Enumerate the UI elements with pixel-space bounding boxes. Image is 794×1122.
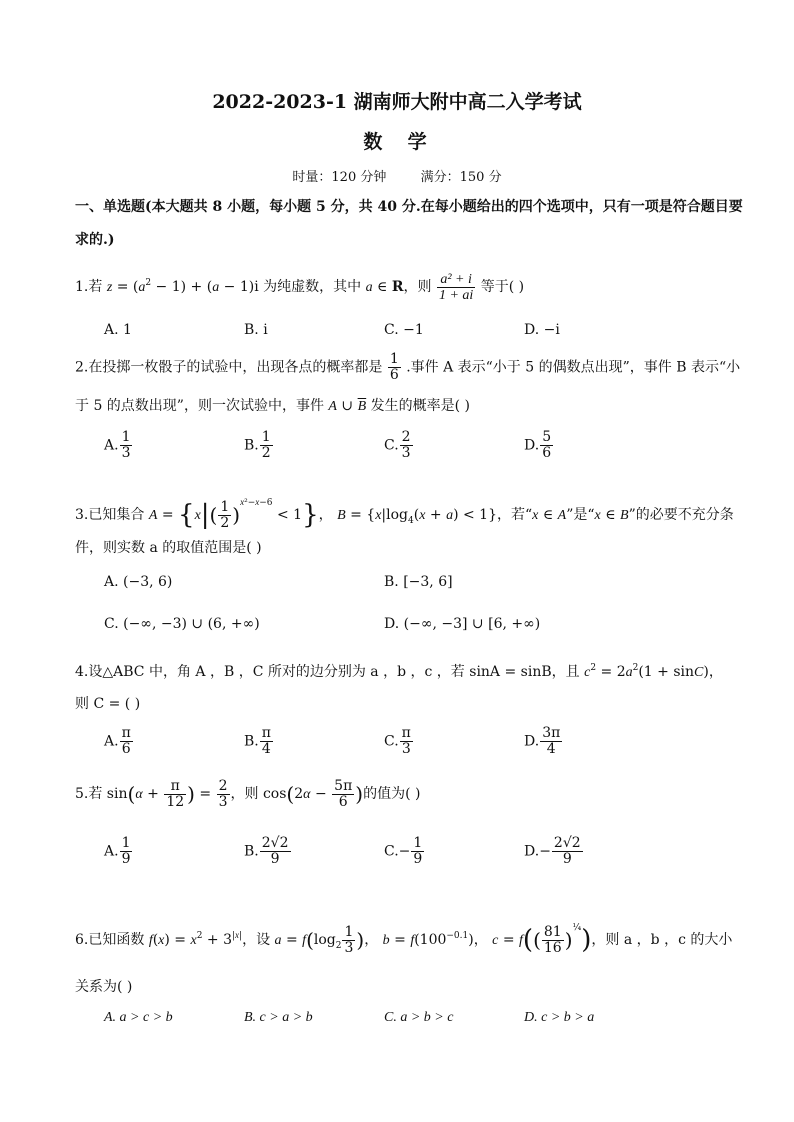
- q1-options: [0, 322, 794, 342]
- q4-options: [0, 726, 794, 766]
- question-5: 5.若 sin(α + $\frac{\pi}{12}$ ) = $\frac{2}{3}$ ，则 cos(2α − $\frac{5\pi}{6}$ )的值为( ): [75, 777, 421, 810]
- q1-option-c[interactable]: C. −1: [384, 322, 424, 338]
- q3-options-row2: [0, 616, 794, 636]
- question-6-line1: 6.已知函数 $f(x) = x^2 + 3^{|x|}$，设 $a = f(\log_2$ $\frac{1}{3}$ )， $b = f(100^{-0.1})$， c = f(( $\frac{81}{16}$ )$^{\frac{1}{4}}$)，则 a ，b ，c 的大小: [75, 923, 733, 956]
- q2-option-a[interactable]: A. $\frac{1}{3}$: [104, 429, 131, 461]
- q4-option-a[interactable]: A. $\frac{\pi}{6}$: [104, 725, 131, 757]
- exam-info: [0, 166, 794, 185]
- q6-option-b[interactable]: B. c > a > b: [244, 1010, 313, 1025]
- q2-options: [0, 430, 794, 470]
- section-heading-line1: 一、单选题(本大题共 8 小题，每小题 5 分，共 40 分.在每小题给出的四个选项中，只有一项是符合题目要: [75, 199, 743, 215]
- question-1: 1.若 $z = (a^2 - 1) + (a - 1)i$ 为纯虚数，其中 a ∈ R，则 $\frac{\text{a² + i}}{1 + ai}$ 等于( ): [75, 271, 525, 303]
- q1-option-b[interactable]: B. i: [244, 322, 268, 338]
- q2-probability-fraction: $\frac{1}{6}$: [389, 351, 399, 383]
- q4-option-b[interactable]: B. $\frac{\pi}{4}$: [244, 725, 271, 757]
- question-4-line2: 则 C = ( ): [75, 696, 141, 712]
- q4-option-c[interactable]: C. $\frac{\pi}{3}$: [384, 725, 411, 757]
- score-info: 满分：150 分: [420, 170, 502, 185]
- q3-option-c[interactable]: C. (−∞, −3) ∪ (6, +∞): [104, 616, 260, 632]
- q2-option-c[interactable]: C. $\frac{2}{3}$: [384, 429, 411, 461]
- q3-option-d[interactable]: D. (−∞, −3] ∪ [6, +∞): [384, 616, 541, 632]
- q6-options: [0, 1010, 794, 1030]
- subject-title: 数 学: [363, 131, 431, 153]
- question-6-line2: 关系为( ): [75, 979, 133, 995]
- q2-option-b[interactable]: B. $\frac{1}{2}$: [244, 429, 271, 461]
- q5-option-a[interactable]: A. $\frac{1}{9}$: [104, 835, 131, 867]
- q2-option-d[interactable]: D. $\frac{5}{6}$: [524, 429, 552, 461]
- q5-option-b[interactable]: B. $\frac{2√2}{9}$: [244, 835, 289, 867]
- q3-options-row1: [0, 574, 794, 594]
- q5-options: [0, 836, 794, 876]
- q5-option-c[interactable]: C.− $\frac{1}{9}$: [384, 835, 423, 867]
- q1-option-d[interactable]: D. −i: [524, 322, 560, 338]
- q3-option-a[interactable]: A. (−3, 6): [104, 574, 173, 590]
- q5-option-d[interactable]: D.− $\frac{2√2}{9}$: [524, 835, 581, 867]
- time-info: 时量：120 分钟: [292, 170, 387, 185]
- q6-option-c[interactable]: C. a > b > c: [384, 1010, 454, 1025]
- question-3-line2: 件，则实数 a 的取值范围是( ): [75, 540, 262, 556]
- q1-option-a[interactable]: A. 1: [104, 322, 132, 338]
- question-2-line1: 2.在投掷一枚骰子的试验中，出现各点的概率都是 $\frac{1}{6}$ .事件 A 表示“小于 5 的偶数点出现”，事件 B 表示“小: [75, 351, 741, 383]
- question-3-line1: 3.已知集合 A = {x|( $\frac{1}{2}$ )$^{x^2-x-6}$ < 1}， $B = \{x|\log_4(x + a) < 1\}$，若“x ∈ A”是“x ∈ B”的必要不充分条: [75, 497, 734, 531]
- q6-option-a[interactable]: A. a > c > b: [104, 1010, 173, 1025]
- q6-option-d[interactable]: D. c > b > a: [524, 1010, 595, 1025]
- q4-option-d[interactable]: D. $\frac{3\pi}{4}$: [524, 725, 561, 757]
- q1-fraction: $\frac{\text{a² + i}}{1 + ai}$: [438, 271, 474, 303]
- question-4-line1: 4.设△ABC 中，角 A ，B ，C 所对的边分别为 a ，b ，c ，若 sinA = sinB，且 $c^2 = 2a^2(1 + \sin C)$，: [75, 663, 723, 680]
- section-heading-line2: 求的.): [75, 232, 115, 248]
- exam-title: 2022-2023-1 湖南师大附中高二入学考试: [212, 91, 582, 113]
- q3-option-b[interactable]: B. [−3, 6]: [384, 574, 453, 590]
- question-2-line2: 于 5 的点数出现”，则一次试验中，事件 A ∪ $\overline{B}$ 发生的概率是( ): [75, 398, 471, 414]
